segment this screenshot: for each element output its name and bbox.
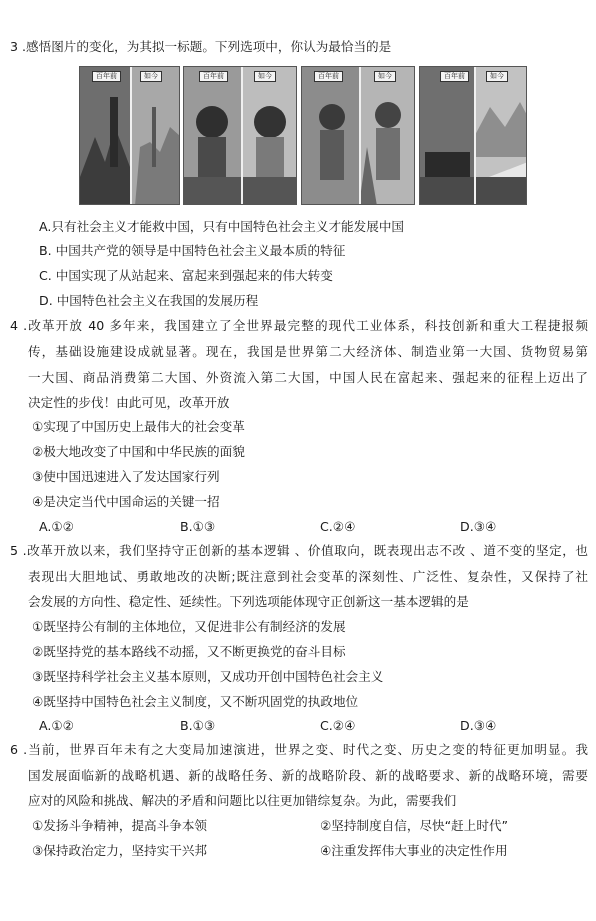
q5-item-3: ③既坚持科学社会主义基本原则，又成功开创中国特色社会主义 bbox=[32, 669, 384, 684]
q4-item-3: ③使中国迅速进入了发达国家行列 bbox=[32, 469, 220, 484]
q5-answer-d: D.③④ bbox=[460, 718, 497, 733]
q5-item-4: ④既坚持中国特色社会主义制度，又不断巩固党的执政地位 bbox=[32, 694, 359, 709]
q4-stem-line-1: 4 .改革开放 40 多年来，我国建立了全世界最完整的现代工业体系，科技创新和重大工程捷报频 bbox=[10, 318, 588, 333]
q4-item-4: ④是决定当代中国命运的关键一招 bbox=[32, 494, 220, 509]
q6-stem-line-3: 应对的风险和挑战、解决的矛盾和问题比以往更加错综复杂。为此，需要我们 bbox=[28, 793, 457, 808]
q6-item-4: ④注重发挥伟大事业的决定性作用 bbox=[320, 843, 508, 858]
q4-answer-c: C.②④ bbox=[320, 519, 356, 534]
q6-item-2: ②坚持制度自信，尽快“赶上时代” bbox=[320, 818, 509, 833]
panel-1-before-label: 百年前 bbox=[92, 71, 121, 82]
q4-answer-a: A.①② bbox=[39, 519, 74, 534]
panel-3-before-label: 百年前 bbox=[314, 71, 343, 82]
q3-option-b: B. 中国共产党的领导是中国特色社会主义最本质的特征 bbox=[39, 243, 346, 258]
q5-answer-b: B.①③ bbox=[180, 718, 216, 733]
q3-option-c: C. 中国实现了从站起来、富起来到强起来的伟大转变 bbox=[39, 268, 333, 283]
picture-panel-3 bbox=[301, 66, 415, 205]
picture-panel-1 bbox=[79, 66, 180, 205]
q4-stem-line-4: 决定性的步伐！由此可见，改革开放 bbox=[28, 395, 230, 410]
panel-1-now-label: 如今 bbox=[140, 71, 162, 82]
q5-item-1: ①既坚持公有制的主体地位，又促进非公有制经济的发展 bbox=[32, 619, 346, 634]
picture-panel-4 bbox=[419, 66, 527, 205]
q3-option-d: D. 中国特色社会主义在我国的发展历程 bbox=[39, 293, 259, 308]
panel-4-now-label: 如今 bbox=[486, 71, 508, 82]
q5-stem-line-1: 5 .改革开放以来，我们坚持守正创新的基本逻辑 、价值取向，既表现出志不改 、道不变的坚定，也 bbox=[10, 543, 588, 558]
picture-panel-2 bbox=[183, 66, 297, 205]
q4-item-2: ②极大地改变了中国和中华民族的面貌 bbox=[32, 444, 245, 459]
panel-2-before-label: 百年前 bbox=[199, 71, 228, 82]
q4-item-1: ①实现了中国历史上最伟大的社会变革 bbox=[32, 419, 245, 434]
q6-item-3: ③保持政治定力，坚持实干兴邦 bbox=[32, 843, 208, 858]
q4-answer-b: B.①③ bbox=[180, 519, 216, 534]
q4-answer-d: D.③④ bbox=[460, 519, 497, 534]
q5-stem-line-3: 会发展的方向性、稳定性、延续性。下列选项能体现守正创新这一基本逻辑的是 bbox=[28, 594, 469, 609]
q6-stem-line-1: 6 .当前，世界百年未有之大变局加速演进，世界之变、时代之变、历史之变的特征更加明显。我 bbox=[10, 742, 588, 757]
q5-answer-a: A.①② bbox=[39, 718, 74, 733]
q3-option-a: A.只有社会主义才能救中国，只有中国特色社会主义才能发展中国 bbox=[39, 219, 405, 234]
q6-item-1: ①发扬斗争精神，提高斗争本领 bbox=[32, 818, 208, 833]
q5-answer-c: C.②④ bbox=[320, 718, 356, 733]
panel-2-now-label: 如今 bbox=[254, 71, 276, 82]
q3-stem: 3 .感悟图片的变化，为其拟一标题。下列选项中，你认为最恰当的是 bbox=[10, 39, 392, 54]
panel-4-before-label: 百年前 bbox=[440, 71, 469, 82]
q4-stem-line-3: 一大国、商品消费第二大国、外资流入第二大国，中国人民在富起来、强起来的征程上迈出了 bbox=[28, 370, 588, 385]
panel-3-now-label: 如今 bbox=[374, 71, 396, 82]
q5-item-2: ②既坚持党的基本路线不动摇，又不断更换党的奋斗目标 bbox=[32, 644, 346, 659]
q6-stem-line-2: 国发展面临新的战略机遇、新的战略任务、新的战略阶段、新的战略要求、新的战略环境，需要 bbox=[28, 768, 588, 783]
q4-stem-line-2: 传，基础设施建设成就显著。现在，我国是世界第二大经济体、制造业第一大国、货物贸易第 bbox=[28, 344, 588, 359]
q5-stem-line-2: 表现出大胆地试、勇敢地改的决断;既注意到社会变革的深刻性、广泛性、复杂性，又保持了社 bbox=[28, 569, 588, 584]
